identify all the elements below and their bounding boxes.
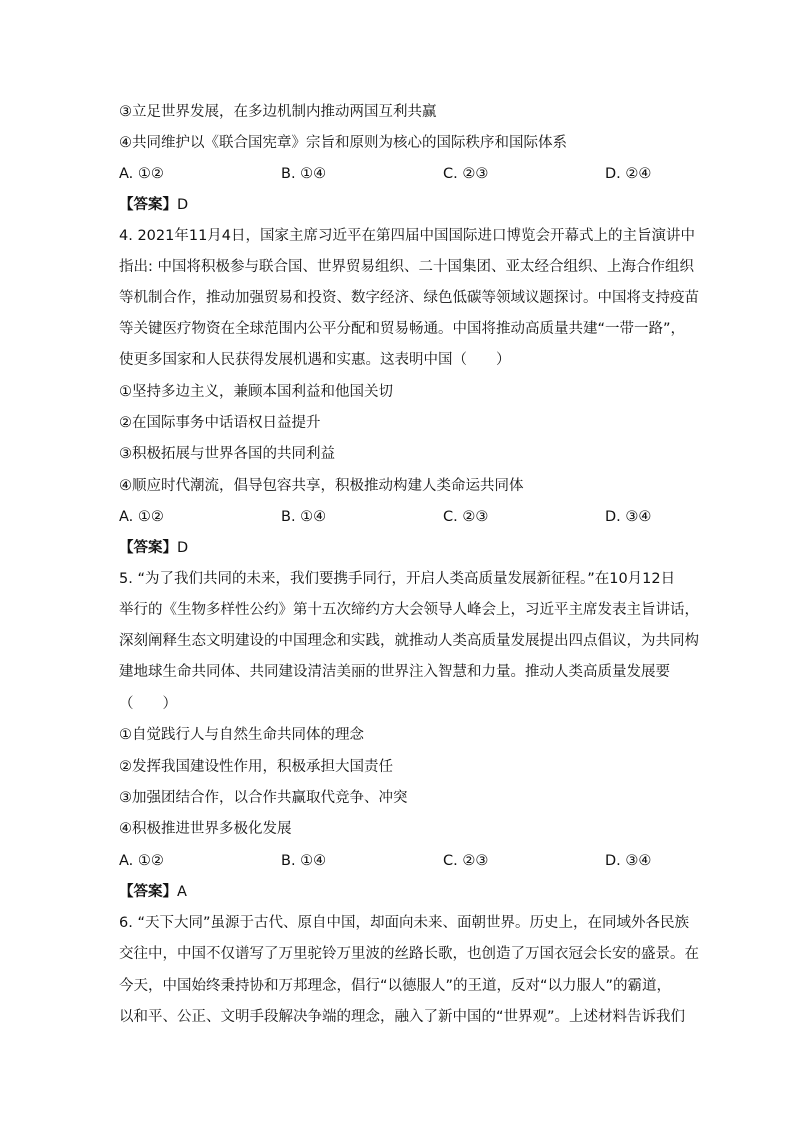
q5-stem-line: 建地球生命共同体、共同建设清洁美丽的世界注入智慧和力量。推动人类高质量发展要 <box>119 664 670 680</box>
answer-label: 【答案】 <box>119 884 177 900</box>
q4-stem-line: 等机制合作，推动加强贸易和投资、数字经济、绿色低碳等领域议题探讨。中国将支持疫苗 <box>119 290 699 306</box>
q5-stem-line: 深刻阐释生态文明建设的中国理念和实践，就推动人类高质量发展提出四点倡议，为共同构 <box>119 633 699 649</box>
q3-options <box>119 164 659 184</box>
q6-stem-line: 交往中，中国不仅谱写了万里驼铃万里波的丝路长歌，也创造了万国衣冠会长安的盛景。在 <box>119 946 699 962</box>
answer-label: 【答案】 <box>119 197 177 213</box>
q4-stem-line: 使更多国家和人民获得发展机遇和实惠。这表明中国（ ） <box>119 352 511 368</box>
q5-choice-3: ③加强团结合作，以合作共赢取代竞争、冲突 <box>119 790 408 806</box>
q6-stem-line: 6. “天下大同”虽源于古代、原自中国，却面向未来、面朝世界。历史上，在同域外各民族 <box>119 915 689 931</box>
answer-value: D <box>177 540 189 556</box>
q4-option-c: C. ②③ <box>443 509 489 525</box>
q4-choice-1: ①坚持多边主义，兼顾本国利益和他国关切 <box>119 384 393 400</box>
q5-stem-line: （ ） <box>119 696 177 712</box>
q3-option-c: C. ②③ <box>443 166 489 182</box>
answer-value: D <box>177 197 189 213</box>
q4-choice-2: ②在国际事务中话语权日益提升 <box>119 415 321 431</box>
q5-choice-2: ②发挥我国建设性作用，积极承担大国责任 <box>119 759 393 775</box>
answer-label: 【答案】 <box>119 540 177 556</box>
q5-option-b: B. ①④ <box>281 853 327 869</box>
q5-choice-1: ①自觉践行人与自然生命共同体的理念 <box>119 727 364 743</box>
q3-option-d: D. ②④ <box>605 166 652 182</box>
q5-choice-4: ④积极推进世界多极化发展 <box>119 821 292 837</box>
q4-stem-line: 指出: 中国将积极参与联合国、世界贸易组织、二十国集团、亚太经合组织、上海合作组织 <box>119 259 694 275</box>
q5-answer <box>119 882 187 902</box>
q6-stem-line: 以和平、公正、文明手段解决争端的理念，融入了新中国的“世界观”。上述材料告诉我们 <box>119 1009 686 1025</box>
q4-choice-4: ④顺应时代潮流，倡导包容共享，积极推动构建人类命运共同体 <box>119 478 524 494</box>
q4-option-d: D. ③④ <box>605 509 652 525</box>
q5-option-a: A. ①② <box>119 853 164 869</box>
q3-choice-3: ③立足世界发展，在多边机制内推动两国互利共赢 <box>119 104 437 120</box>
q4-stem-line: 4. 2021年11月4日，国家主席习近平在第四届中国国际进口博览会开幕式上的主旨演讲中 <box>119 228 696 244</box>
q4-stem-line: 等关键医疗物资在全球范围内公平分配和贸易畅通。中国将推动高质量共建“一带一路”， <box>119 321 686 337</box>
q6-stem-line: 今天，中国始终秉持协和万邦理念，倡行“以德服人”的王道，反对“以力服人”的霸道， <box>119 978 672 994</box>
q3-answer <box>119 195 188 215</box>
answer-value: A <box>177 884 187 900</box>
q4-options <box>119 507 659 527</box>
q3-option-a: A. ①② <box>119 166 164 182</box>
q4-option-b: B. ①④ <box>281 509 327 525</box>
q5-options <box>119 851 659 871</box>
q3-option-b: B. ①④ <box>281 166 327 182</box>
q5-stem-line: 举行的《生物多样性公约》第十五次缔约方大会领导人峰会上，习近平主席发表主旨讲话， <box>119 602 699 618</box>
q5-stem-line: 5. “为了我们共同的未来，我们要携手同行，开启人类高质量发展新征程。”在10月12日 <box>119 571 676 587</box>
q3-choice-4: ④共同维护以《联合国宪章》宗旨和原则为核心的国际秩序和国际体系 <box>119 135 567 151</box>
q5-option-c: C. ②③ <box>443 853 489 869</box>
q4-option-a: A. ①② <box>119 509 164 525</box>
q4-answer <box>119 538 188 558</box>
q4-choice-3: ③积极拓展与世界各国的共同利益 <box>119 446 335 462</box>
q5-option-d: D. ③④ <box>605 853 652 869</box>
